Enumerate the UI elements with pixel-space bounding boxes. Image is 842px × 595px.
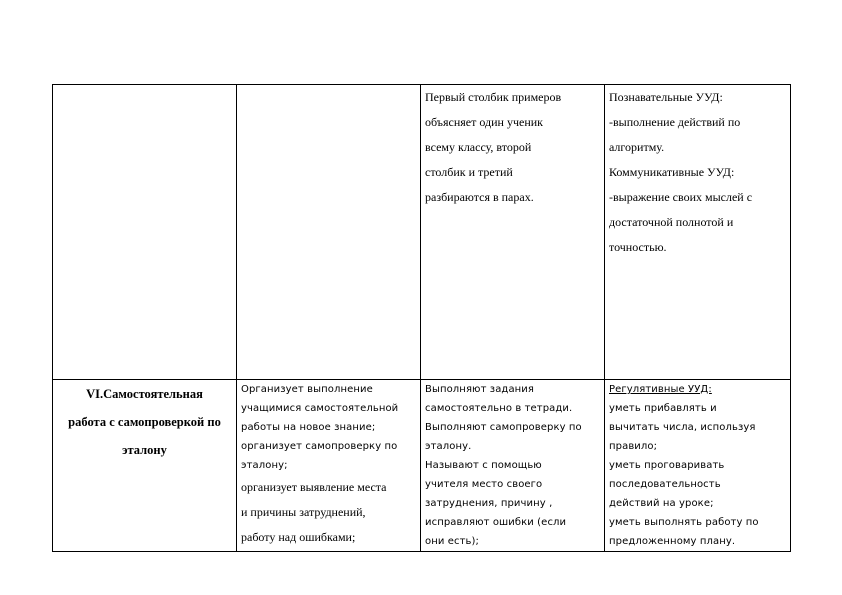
- table-cell-uud: [605, 85, 791, 380]
- table-cell-uud: [605, 380, 791, 552]
- text-line: правило;: [609, 441, 658, 452]
- text-line: разбираются в парах.: [425, 190, 534, 204]
- text-line: учащимися самостоятельной: [241, 403, 399, 414]
- text-line: Познавательные УУД:: [609, 90, 723, 104]
- text-line: Выполняют самопроверку по: [425, 422, 582, 433]
- text-line: учителя место своего: [425, 479, 543, 490]
- text-line: затруднения, причину ,: [425, 498, 553, 509]
- table-cell-teacher-activity: [237, 380, 421, 552]
- text-line: уметь проговаривать: [609, 460, 725, 471]
- text-line: они есть);: [425, 536, 479, 547]
- text-line: и причины затруднений,: [241, 505, 366, 519]
- stage-title-line: VI.Самостоятельная: [86, 387, 203, 401]
- lesson-plan-table: [52, 84, 791, 552]
- text-line: всему классу, второй: [425, 140, 532, 154]
- text-line: работы на новое знание;: [241, 422, 376, 433]
- uud-heading: Регулятивные УУД:: [609, 384, 712, 395]
- text-line: -выражение своих мыслей с: [609, 190, 753, 204]
- table-row: [53, 380, 791, 552]
- text-line: вычитать числа, используя: [609, 422, 756, 433]
- text-line: алгоритму.: [609, 140, 665, 154]
- text-line: Первый столбик примеров: [425, 90, 562, 104]
- text-line: достаточной полнотой и: [609, 215, 734, 229]
- text-line: уметь выполнять работу по: [609, 517, 759, 528]
- text-line: Коммуникативные УУД:: [609, 165, 735, 179]
- text-line: последовательность: [609, 479, 721, 490]
- text-line: самостоятельно в тетради.: [425, 403, 573, 414]
- text-line: точностью.: [609, 240, 667, 254]
- text-line: столбик и третий: [425, 165, 513, 179]
- text-line: работу над ошибками;: [241, 530, 356, 544]
- text-line: организует выявление места: [241, 480, 387, 494]
- text-line: эталону;: [241, 460, 288, 471]
- text-line: исправляют ошибки (если: [425, 517, 567, 528]
- text-line: Организует выполнение: [241, 384, 373, 395]
- text-line: уметь прибавлять и: [609, 403, 717, 414]
- table-cell-teacher-empty: [237, 85, 421, 380]
- stage-title-line: работа с самопроверкой по: [68, 415, 221, 429]
- text-line: Выполняют задания: [425, 384, 535, 395]
- text-line: объясняет один ученик: [425, 115, 544, 129]
- table-row: [53, 85, 791, 380]
- text-line: -выполнение действий по: [609, 115, 741, 129]
- text-line: предложенному плану.: [609, 536, 736, 547]
- table-cell-student-activity: [421, 380, 605, 552]
- text-line: эталону.: [425, 441, 472, 452]
- table-cell-stage-empty: [53, 85, 237, 380]
- text-line: Называют с помощью: [425, 460, 542, 471]
- table-cell-stage-title: [53, 380, 237, 552]
- text-line: действий на уроке;: [609, 498, 714, 509]
- text-line: организует самопроверку по: [241, 441, 398, 452]
- table-cell-student-activity: [421, 85, 605, 380]
- stage-title-line: эталону: [122, 443, 167, 457]
